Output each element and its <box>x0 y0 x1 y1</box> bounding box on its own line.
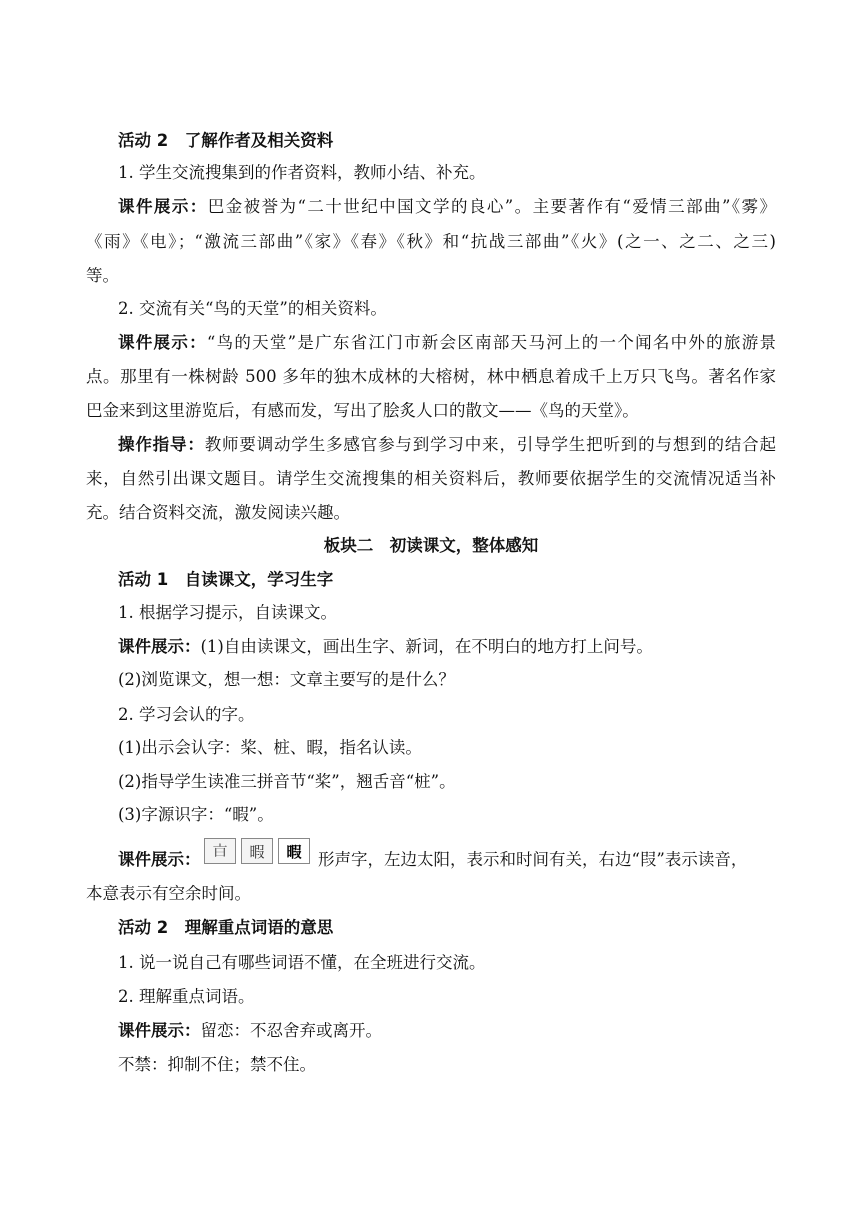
regular-script-glyph: 暇 <box>278 838 310 864</box>
operation-guide-label: 操作指导： <box>118 435 205 454</box>
block-2-sub-2: (2)指导学生读准三拼音节“桨”，翘舌音“桩”。 <box>118 772 456 791</box>
courseware-paragraph-2-line-3: 巴金来到这里游览后，有感而发，写出了脍炙人口的散文——《鸟的天堂》。 <box>86 401 639 420</box>
block-2-activity-1-heading: 活动 1 自读课文，学习生字 <box>118 570 334 589</box>
courseware-paragraph-1-line-3: 等。 <box>86 266 119 285</box>
block-2-step-2: 2. 学习会认的字。 <box>118 705 255 724</box>
courseware-label: 课件展示： <box>118 197 208 216</box>
block-2-sub-3: (3)字源识字：“暇”。 <box>118 805 274 824</box>
block-2-heading: 板块二 初读课文，整体感知 <box>323 536 539 555</box>
oracle-script-glyph: 𣅀 <box>204 838 236 864</box>
block-2-courseware-3-line-2: 本意表示有空余时间。 <box>86 884 251 903</box>
courseware-text: 巴金被誉为“二十世纪中国文学的良心”。主要著作有“爱情三部曲”《雾》 <box>207 197 777 216</box>
block-2-courseware-1-item-2: (2)浏览课文，想一想：文章主要写的是什么？ <box>118 670 455 689</box>
block-2-courseware-1 <box>118 637 776 657</box>
courseware-text: “鸟的天堂”是广东省江门市新会区南部天马河上的一个闻名中外的旅游景 <box>206 333 777 352</box>
block-2-courseware-3-text: 形声字，左边太阳，表示和时间有关，右边“叚”表示读音， <box>318 850 748 869</box>
courseware-paragraph-1-line-2: 《雨》《电》；“激流三部曲”《家》《春》《秋》和“抗战三部曲”《火》(之一、之二、之三) <box>86 232 776 251</box>
operation-guide-line-2: 来，自然引出课文题目。请学生交流搜集的相关资料后，教师要依据学生的交流情况适当补 <box>86 469 776 488</box>
courseware-paragraph-2-line-2: 点。那里有一株树龄 500 多年的独木成林的大榕树，林中栖息着成千上万只飞鸟。著名作家 <box>86 367 776 386</box>
block-2-activity-2-step-1: 1. 说一说自己有哪些词语不懂，在全班进行交流。 <box>118 953 486 972</box>
block-2-activity-2-heading: 活动 2 理解重点词语的意思 <box>118 918 334 937</box>
step-1-text: 1. 学生交流搜集到的作者资料，教师小结、补充。 <box>118 163 486 182</box>
character-origin-images <box>204 838 310 864</box>
courseware-label: 课件展示： <box>118 850 201 869</box>
block-2-activity-2-definition: 不禁：抑制不住；禁不住。 <box>118 1055 316 1074</box>
courseware-label: 课件展示： <box>118 1021 201 1040</box>
courseware-text: (1)自由读课文，画出生字、新词，在不明白的地方打上问号。 <box>200 637 653 656</box>
block-2-activity-2-courseware <box>118 1021 776 1041</box>
block-2-step-1: 1. 根据学习提示，自读课文。 <box>118 603 337 622</box>
courseware-paragraph-1 <box>118 197 776 217</box>
courseware-label: 课件展示： <box>118 333 207 352</box>
courseware-label: 课件展示： <box>118 637 201 656</box>
courseware-text: 留恋：不忍舍弃或离开。 <box>200 1021 382 1040</box>
operation-guide-paragraph <box>118 435 776 455</box>
block-2-activity-2-step-2: 2. 理解重点词语。 <box>118 987 255 1006</box>
operation-guide-text: 教师要调动学生多感官参与到学习中来，引导学生把听到的与想到的结合起 <box>204 435 777 454</box>
activity-2-heading: 活动 2 了解作者及相关资料 <box>118 131 334 150</box>
seal-script-glyph: 暇 <box>241 838 273 864</box>
courseware-paragraph-2 <box>118 333 776 353</box>
operation-guide-line-3: 充。结合资料交流，激发阅读兴趣。 <box>86 503 350 522</box>
block-2-sub-1: (1)出示会认字：桨、桩、暇，指名认读。 <box>118 738 422 757</box>
step-2-text: 2. 交流有关“鸟的天堂”的相关资料。 <box>118 299 387 318</box>
